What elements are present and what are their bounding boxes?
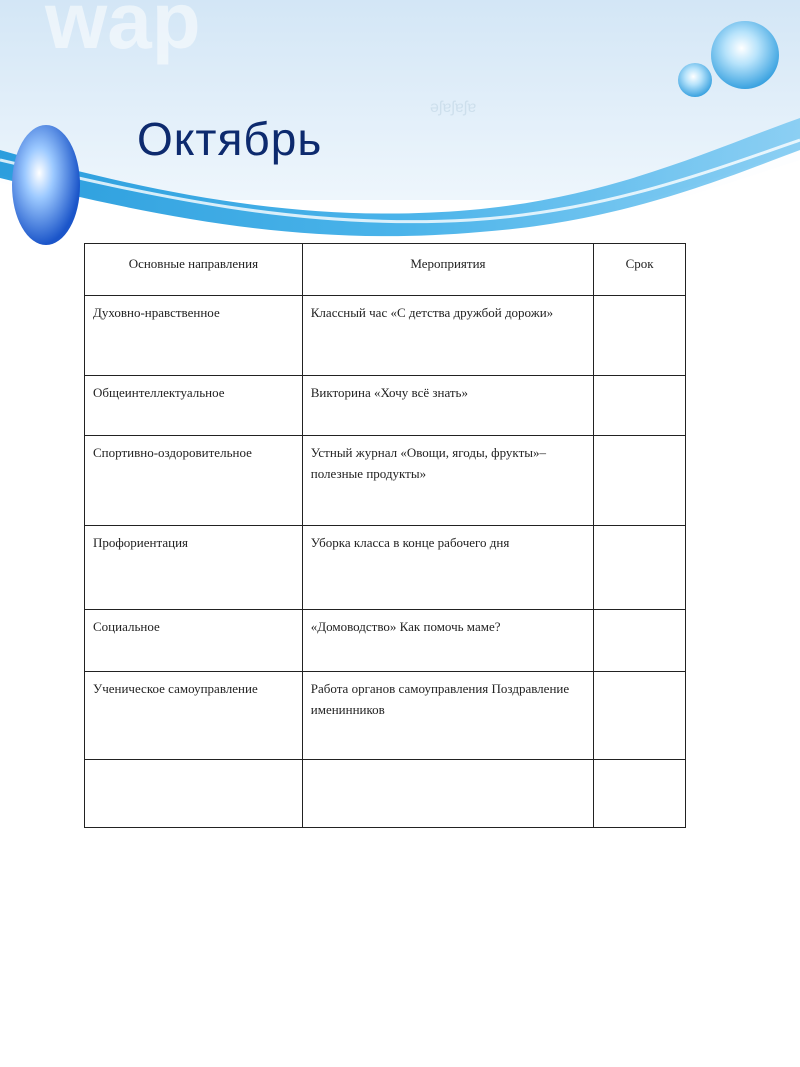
direction-cell: Ученическое самоуправление — [85, 672, 303, 760]
header-events: Мероприятия — [302, 244, 593, 296]
table-row — [85, 672, 686, 760]
event-cell — [302, 760, 593, 828]
direction-cell: Духовно-нравственное — [85, 296, 303, 376]
direction-cell — [85, 760, 303, 828]
table-row — [85, 436, 686, 526]
event-cell: Классный час «С детства дружбой дорожи» — [302, 296, 593, 376]
table-row — [85, 760, 686, 828]
direction-cell: Спортивно-оздоровительное — [85, 436, 303, 526]
term-cell — [594, 296, 686, 376]
event-cell: Уборка класса в конце рабочего дня — [302, 526, 593, 610]
slide-title: Октябрь — [137, 113, 323, 165]
term-cell — [594, 760, 686, 828]
header-directions: Основные направления — [85, 244, 303, 296]
event-cell: Викторина «Хочу всё знать» — [302, 376, 593, 436]
direction-cell: Социальное — [85, 610, 303, 672]
direction-cell: Общеинтеллектуальное — [85, 376, 303, 436]
svg-text:ǝʃɐʃɐʃɐ: ǝʃɐʃɐʃɐ — [430, 99, 477, 116]
event-cell: Устный журнал «Овощи, ягоды, фрукты»– полезные продукты» — [302, 436, 593, 526]
event-cell: Работа органов самоуправления Поздравление именинников — [302, 672, 593, 760]
term-cell — [594, 436, 686, 526]
direction-cell: Профориентация — [85, 526, 303, 610]
plan-table — [84, 243, 686, 828]
table-row — [85, 526, 686, 610]
table-row — [85, 610, 686, 672]
term-cell — [594, 526, 686, 610]
term-cell — [594, 672, 686, 760]
svg-text:wap: wap — [45, 0, 201, 65]
table-row — [85, 296, 686, 376]
table-header-row — [85, 244, 686, 296]
event-cell: «Домоводство» Как помочь маме? — [302, 610, 593, 672]
term-cell — [594, 610, 686, 672]
term-cell — [594, 376, 686, 436]
header-term: Срок — [594, 244, 686, 296]
table-row — [85, 376, 686, 436]
background-decoration — [0, 0, 800, 260]
